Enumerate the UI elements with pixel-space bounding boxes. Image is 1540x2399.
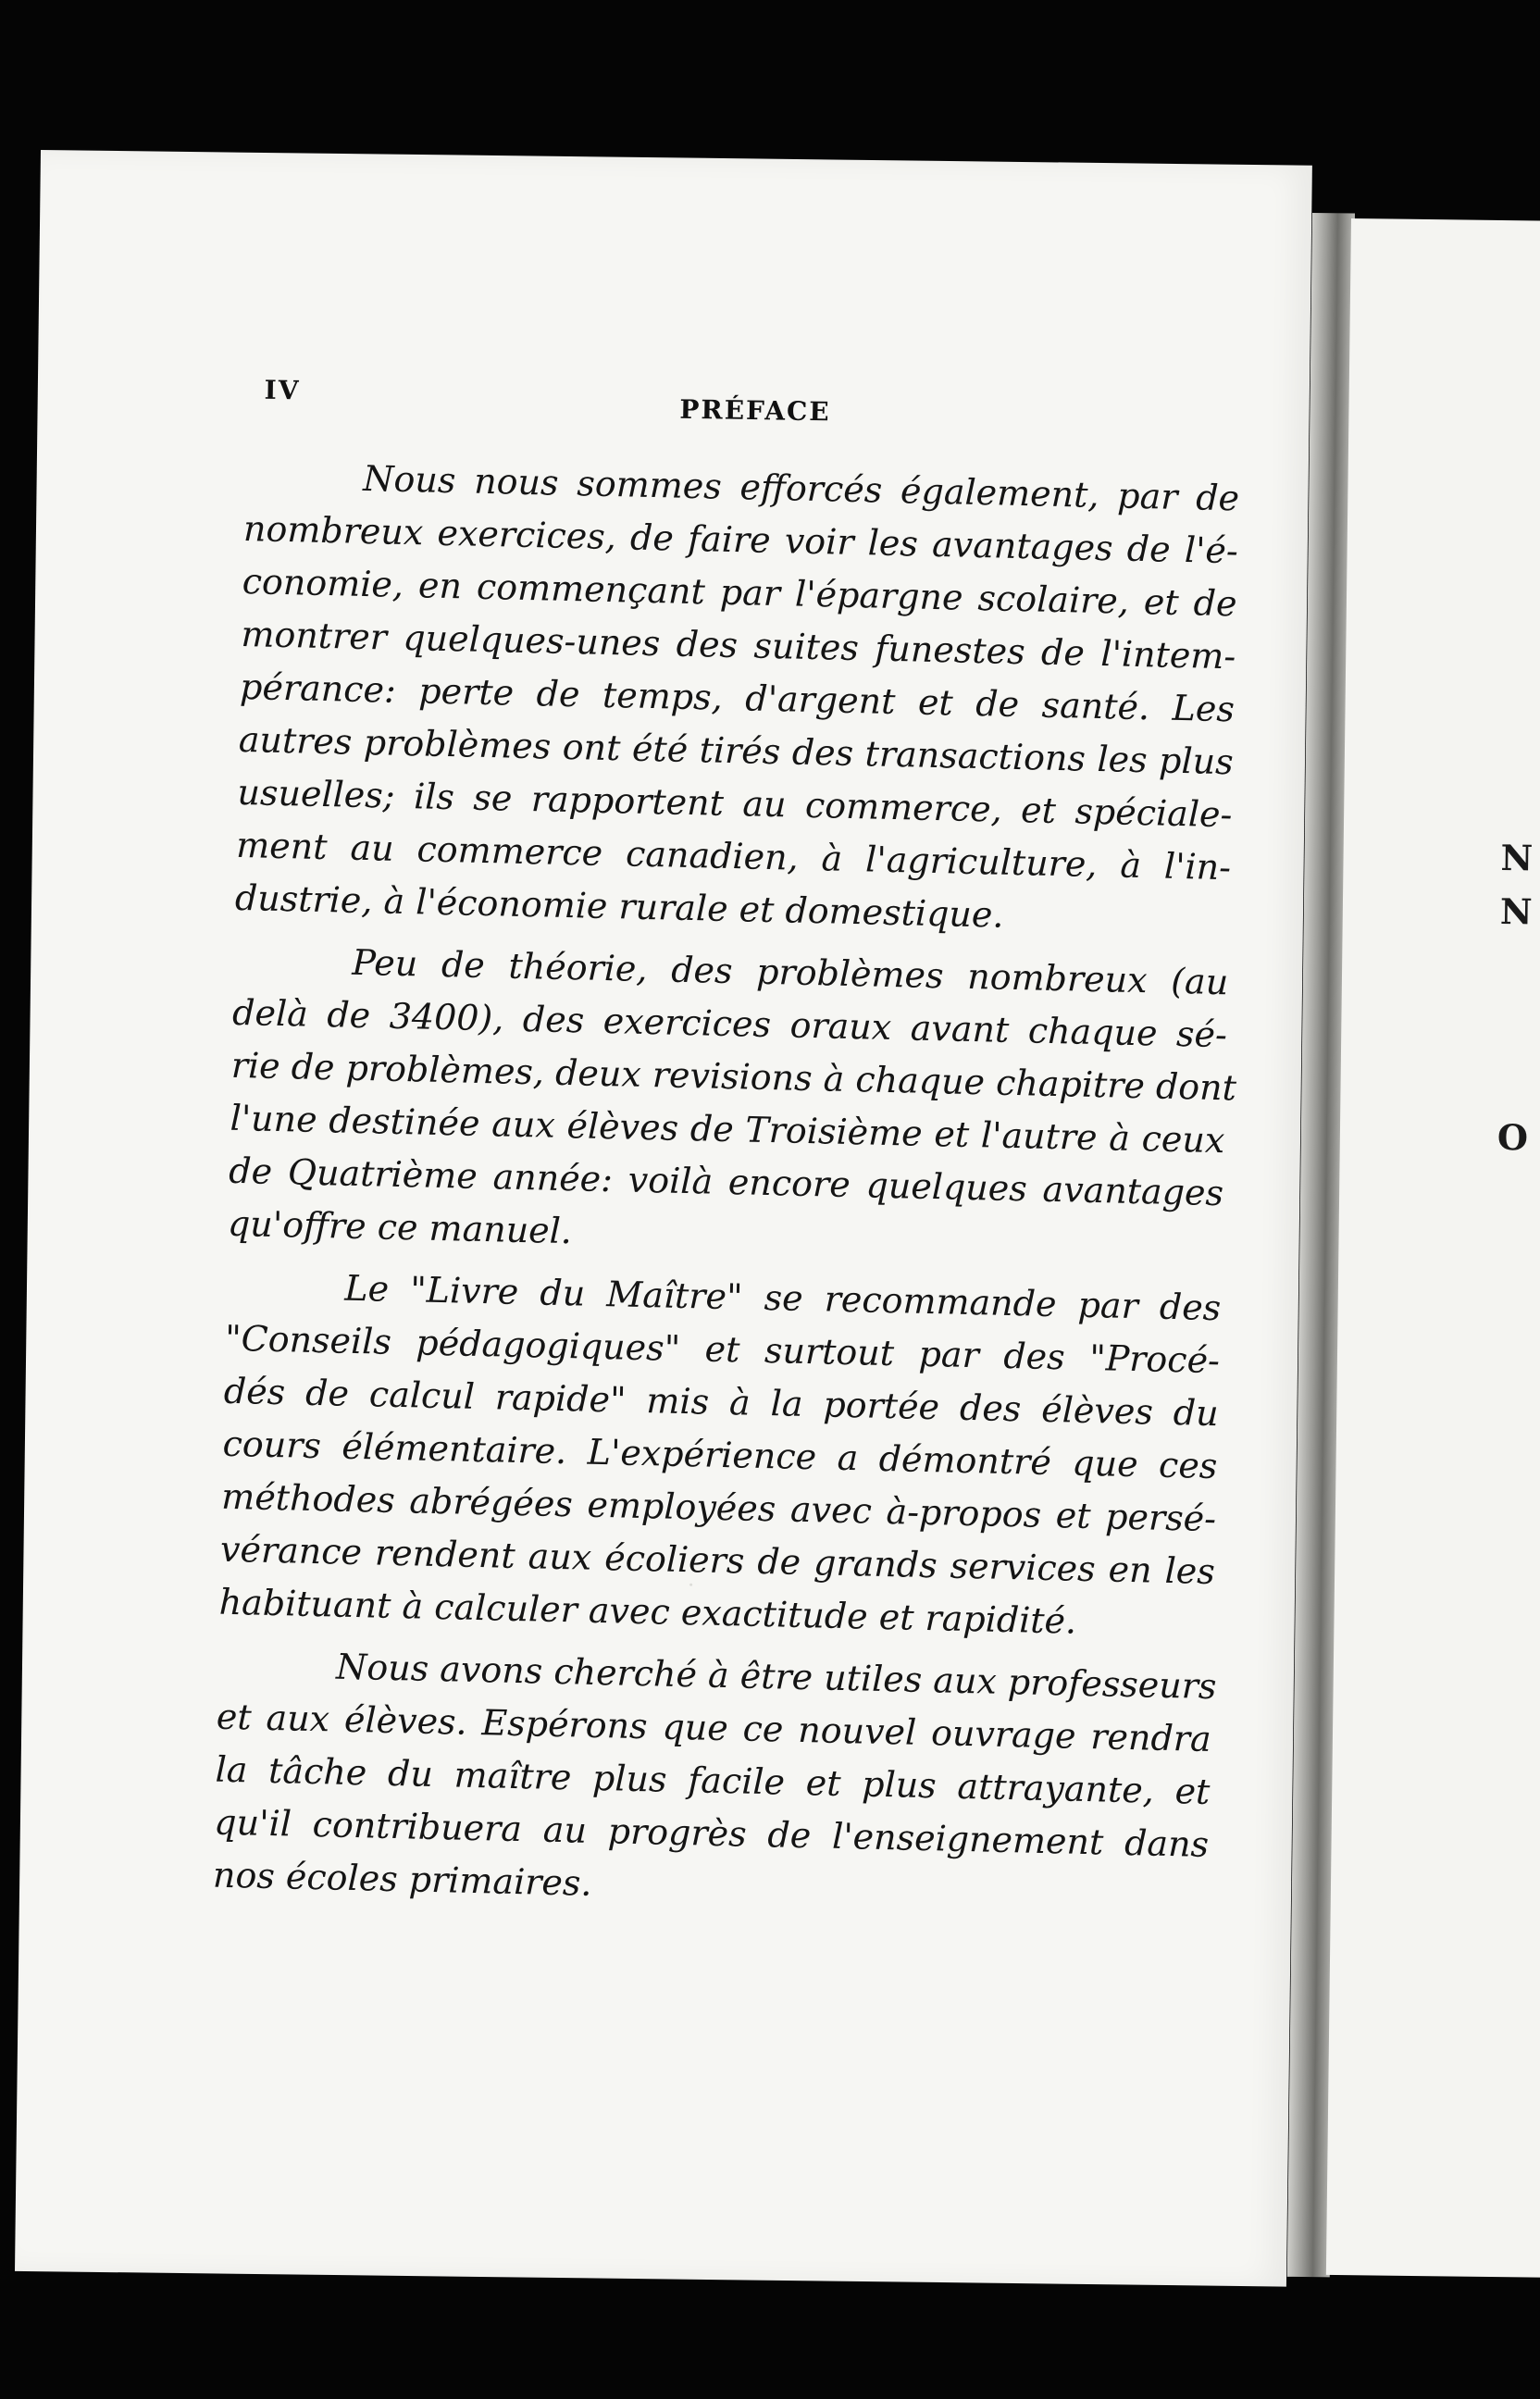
text-line: nombreux exercices, de faire voir les avantages de l'é-: [242, 507, 1239, 572]
text-line: Peu de théorie, des problèmes nombreux (au: [351, 941, 1229, 1003]
text-line: pérance: perte de temps, d'argent et de santé. Les: [239, 665, 1236, 730]
text-line: Nous nous sommes efforcés également, par de: [362, 457, 1240, 519]
text-line: qu'offre ce manuel.: [227, 1202, 573, 1252]
text-line: nos écoles primaires.: [212, 1854, 592, 1904]
text-line: de Quatrième année: voilà encore quelques avantages: [228, 1150, 1224, 1214]
text-line: qu'il contribuera au progrès de l'enseignement dans: [213, 1801, 1210, 1866]
text-line: cours élémentaire. L'expérience a démontré que ces: [222, 1423, 1218, 1487]
paragraph: [218, 1260, 1222, 1651]
page-number: IV: [264, 374, 301, 406]
text-line: Le "Livre du Maître" se recommande par des: [343, 1267, 1222, 1329]
text-line: l'une destinée aux élèves de Troisième et l'autre à ceux: [230, 1097, 1225, 1162]
right-page-letter: N: [1500, 837, 1534, 879]
text-line: "Conseils pédagogiques" et surtout par des "Procé-: [224, 1317, 1221, 1382]
paragraph: [212, 1638, 1217, 1924]
right-page-letter: O: [1497, 1116, 1529, 1159]
text-line: et aux élèves. Espérons que ce nouvel ouvrage rendra: [216, 1696, 1212, 1760]
right-page-letter: N: [1499, 890, 1533, 933]
paragraph: [234, 450, 1239, 947]
text-line: méthodes abrégées employées avec à-propos et persé-: [220, 1475, 1217, 1540]
text-line: ment au commerce canadien, à l'agriculture, à l'in-: [235, 824, 1232, 889]
text-line: vérance rendent aux écoliers de grands services en les: [219, 1528, 1216, 1593]
text-line: dés de calcul rapide" mis à la portée des élèves du: [223, 1370, 1220, 1435]
text-line: usuelles; ils se rapportent au commerce, et spéciale-: [237, 771, 1233, 836]
text-line: delà de 3400), des exercices oraux avant chaque sé-: [231, 991, 1228, 1056]
text-line: conomie, en commençant par l'épargne scolaire, et de: [242, 560, 1238, 625]
text-line: autres problèmes ont été tirés des transactions les plus: [238, 718, 1235, 783]
text-line: rie de problèmes, deux revisions à chaque chapitre dont: [230, 1044, 1237, 1109]
text-line: habituant à calculer avec exactitude et rapidité.: [218, 1581, 1077, 1642]
text-line: dustrie, à l'économie rurale et domestique.: [234, 876, 1004, 936]
text-line: montrer quelques-unes des suites funestes de l'intem-: [240, 613, 1236, 677]
right-page: [1326, 218, 1540, 2278]
body-text: [212, 450, 1239, 1924]
paragraph: [227, 934, 1237, 1273]
text-line: la tâche du maître plus facile et plus attrayante, et: [215, 1748, 1211, 1813]
text-line: Nous avons cherché à être utiles aux professeurs: [335, 1646, 1217, 1708]
running-head: PRÉFACE: [679, 393, 831, 428]
